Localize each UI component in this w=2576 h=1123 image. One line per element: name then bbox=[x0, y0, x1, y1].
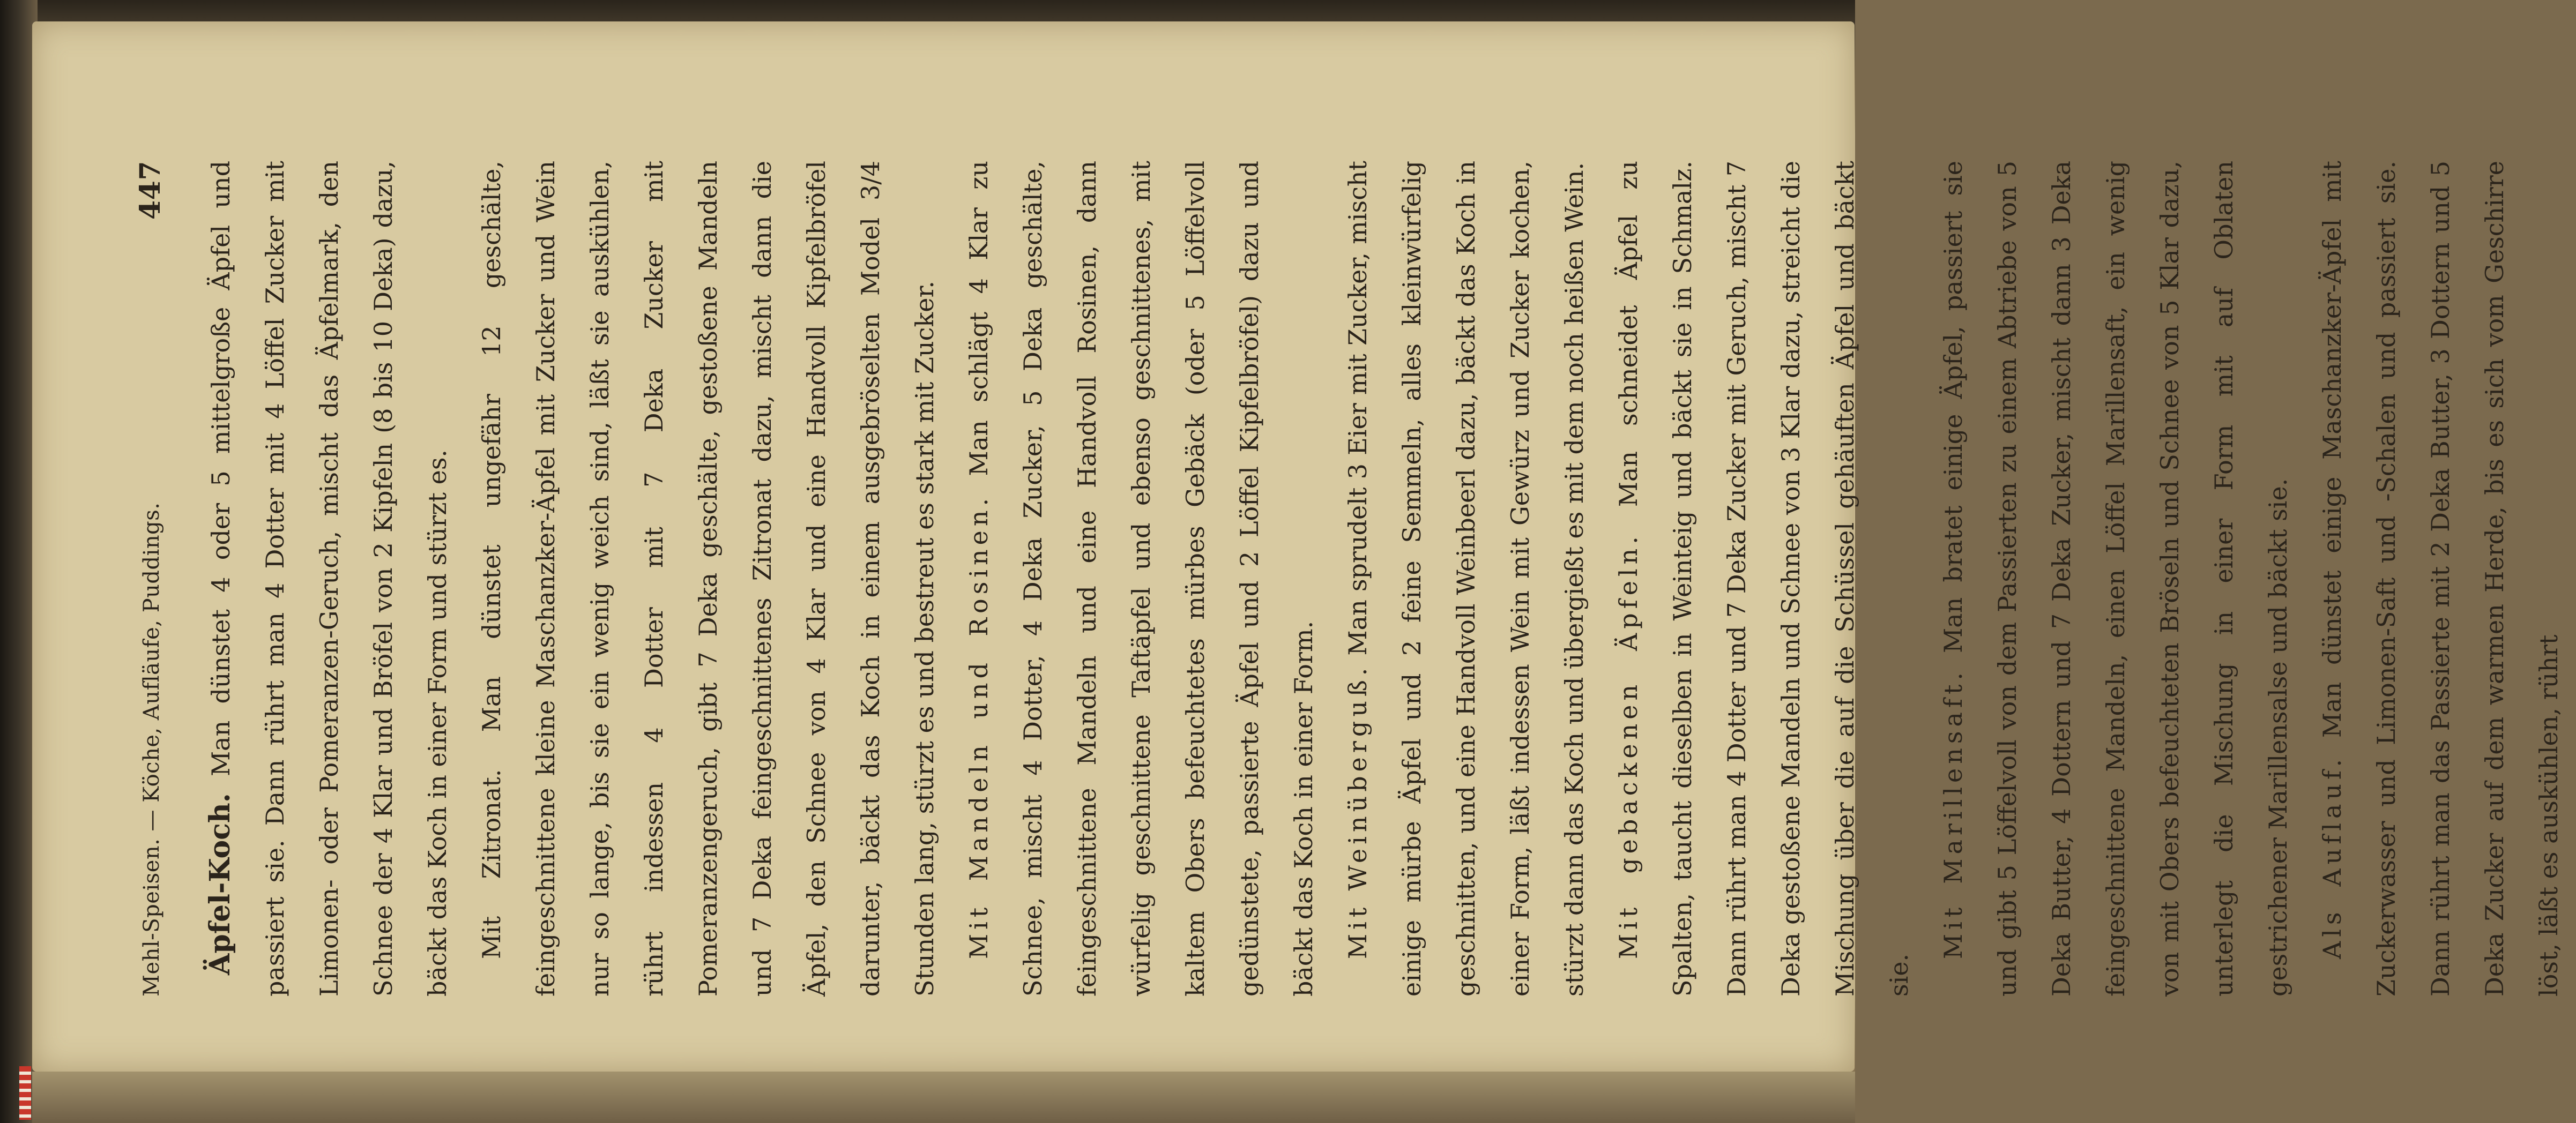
recipe-title: Äpfel-Koch. bbox=[204, 793, 236, 975]
recipe-paragraph bbox=[1926, 161, 2305, 997]
page-number: 447 bbox=[134, 161, 167, 220]
recipe-body: Man schlägt 4 Klar zu Schnee, mischt 4 Dotter, 4 Deka Zucker, 5 Deka geschälte, feingeschnittene Mandeln und eine Handvoll Rosinen, dann würfelig geschnittene Taftäpfel und ebenso geschnittenes, mit kaltem Obers befeuchtetes mürbes Gebäck (oder 5 Löffelvoll gedünstete, passierte Äpfel und 2 Löffel Kipfelbröfel) dazu und bäckt das Koch in einer Form. bbox=[964, 160, 1318, 997]
recipe-title: Mit Zitronat. bbox=[477, 769, 506, 959]
recipe-body: Man dünstet ungefähr 12 geschälte, feingeschnittene kleine Maschanzker-Äpfel mit Zucker und Wein nur so lange, bis sie ein wenig weich sind, läßt sie auskühlen, rührt indessen 4 Dotter mit 7 Deka Zucker mit Pomeranzengeruch, gibt 7 Deka geschälte, gestoßene Mandeln und 7 Deka feingeschnittenes Zitronat dazu, mischt dann die Äpfel, den Schnee von 4 Klar und eine Handvoll Kipfelbröfel darunter, bäckt das Koch in einem ausgebröselten Model 3/4 Stunden lang, stürzt es und bestreut es stark mit Zucker. bbox=[477, 161, 939, 997]
recipe-title: Als Auflauf. bbox=[2318, 754, 2347, 959]
recipe-title: Mit gebackenen Äpfeln. bbox=[1614, 532, 1643, 959]
running-head bbox=[134, 161, 166, 997]
recipe-title: Mit Weinüberguß. bbox=[1343, 663, 1372, 959]
recipe-text-block bbox=[193, 160, 2563, 997]
book-page bbox=[32, 21, 2563, 1072]
recipe-paragraph bbox=[1331, 161, 1602, 997]
recipe-body: Man dünstet 4 oder 5 mittelgroße Äpfel und passiert sie. Dann rührt man 4 Dotter mit 4 Löffel Zucker mit Limonen- oder Pomeranzen-Geruch, mischt das Äpfelmark, den Schnee der 4 Klar und Bröfel von 2 Kipfeln (8 bis 10 Deka) dazu, bäckt das Koch in einer Form und stürzt es. bbox=[206, 160, 452, 997]
recipe-paragraph bbox=[952, 161, 1331, 997]
section-header: Mehl-Speisen. — Köche, Aufläufe, Puddings. bbox=[139, 502, 164, 997]
recipe-paragraph bbox=[2305, 161, 2576, 997]
recipe-paragraph bbox=[465, 161, 952, 997]
recipe-body: Man sprudelt 3 Eier mit Zucker, mischt einige mürbe Äpfel und 2 feine Semmeln, alles kleinwürfelig geschnitten, und eine Handvoll Weinbeerl dazu, bäckt das Koch in einer Form, läßt indessen Wein mit Gewürz und Zucker kochen, stürzt dann das Koch und übergießt es mit dem noch heißen Wein. bbox=[1343, 160, 1589, 997]
rotated-page-content bbox=[32, 21, 2563, 1072]
recipe-body: Man dünstet einige Maschanzker-Äpfel mit Zuckerwasser und Limonen-Saft und -Schalen und passiert sie. Dann rührt man das Passierte mit 2 Deka Butter, 3 Dottern und 5 Deka Zucker auf dem warmen Herde, bis es sich vom Geschirre löst, läßt es auskühlen, rührt bbox=[2318, 161, 2563, 997]
recipe-body: Man schneidet Äpfel zu Spalten, taucht dieselben in Weinteig und bäckt sie in Schmalz. Dann rührt man 4 Dotter und 7 Deka Zucker mit Geruch, mischt 7 Deka gestoßene Mandeln und Schnee von 3 Klar dazu, streicht die Mischung über die auf die Schüssel gehäuften Äpfel und bäckt sie. bbox=[1614, 160, 1914, 997]
recipe-paragraph bbox=[1602, 161, 1926, 997]
bookmark-ribbon bbox=[19, 1066, 31, 1120]
recipe-body: Man bratet einige Äpfel, passiert sie und gibt 5 Löffelvoll von dem Passierten zu einem Abtriebe von 5 Deka Butter, 4 Dottern und 7 Deka Zucker, mischt dann 3 Deka feingeschnittene Mandeln, einen Löffel Marillensaft, ein wenig von mit Obers befeuchteten Bröseln und Schnee von 5 Klar dazu, unterlegt die Mischung in einer Form mit auf Oblaten gestrichener Marillensalse und bäckt sie. bbox=[1939, 161, 2292, 997]
page-stack-edge bbox=[32, 1072, 1855, 1123]
recipe-paragraph bbox=[193, 161, 465, 997]
recipe-title: Mit Mandeln und Rosinen. bbox=[964, 493, 993, 959]
recipe-title: Mit Marillensaft. bbox=[1939, 668, 1968, 959]
